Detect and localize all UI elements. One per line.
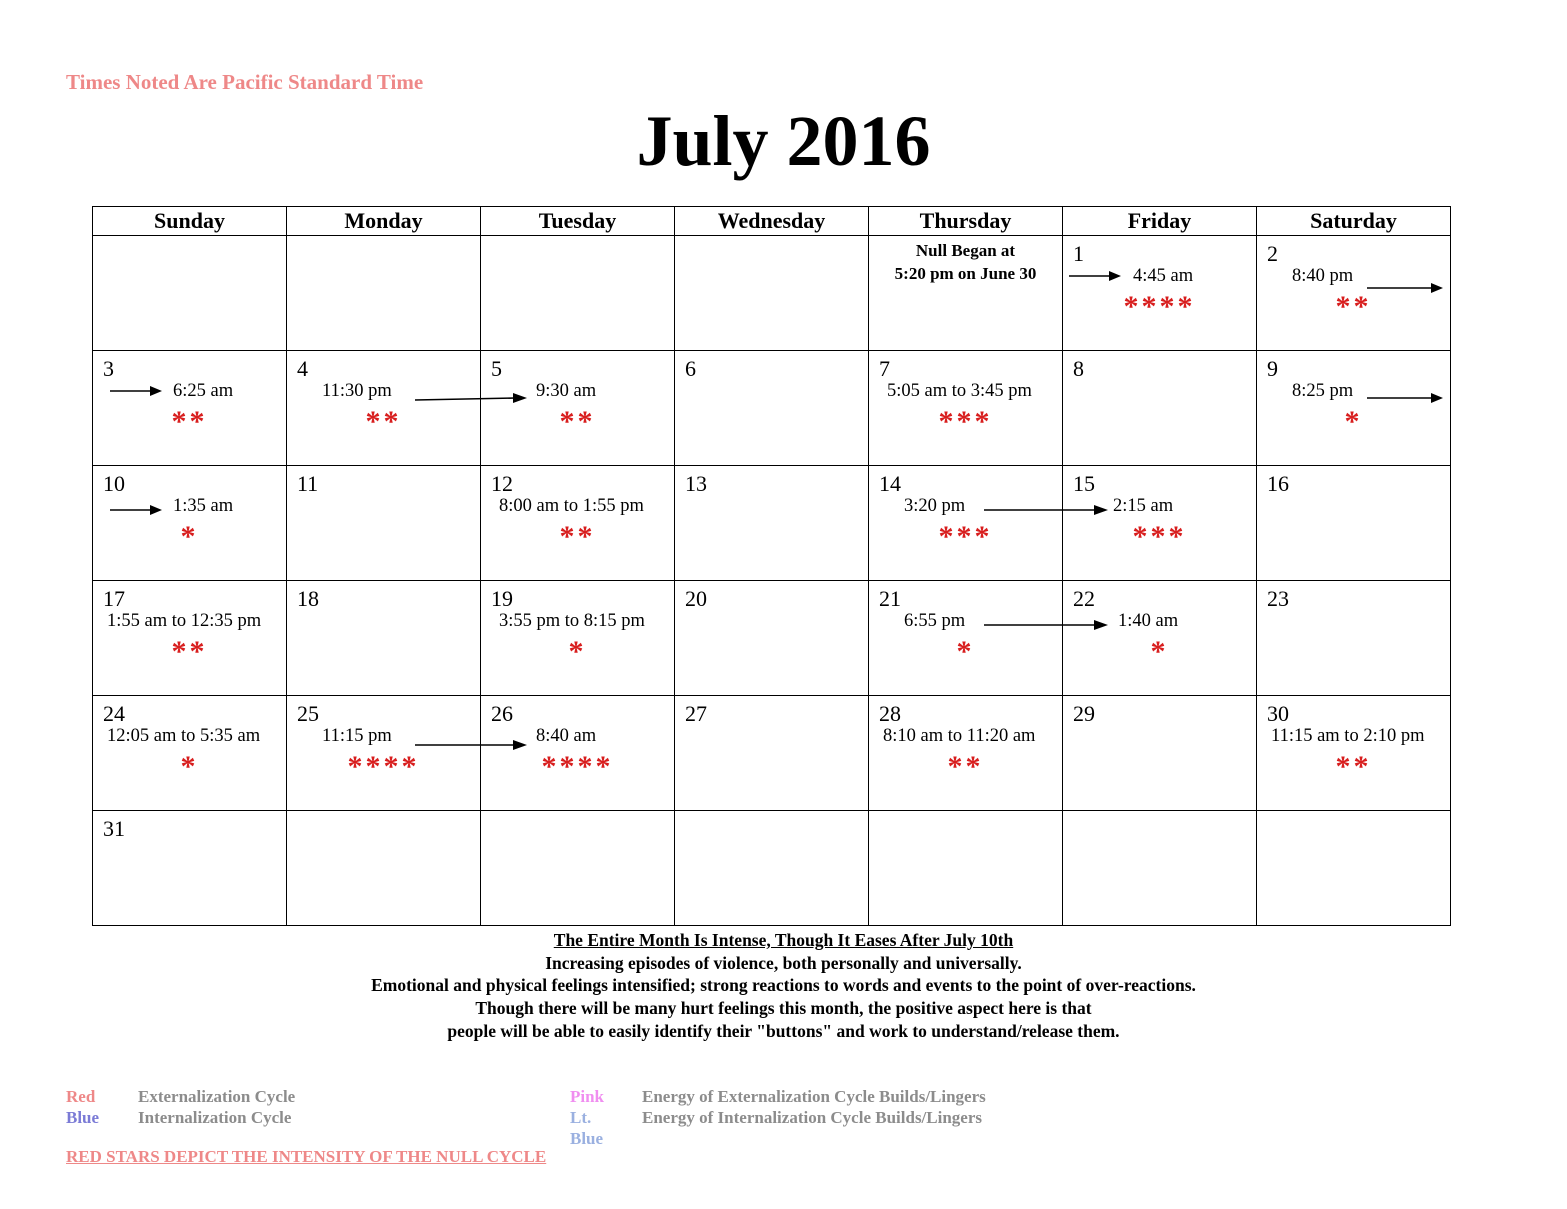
event-time: 5:05 am to 3:45 pm (887, 381, 1032, 401)
summary-line: Increasing episodes of violence, both personally and universally. (545, 952, 1022, 973)
calendar-day (481, 466, 675, 581)
calendar-day (675, 581, 869, 696)
calendar-day (869, 581, 1063, 696)
null-cycle-note: RED STARS DEPICT THE INTENSITY OF THE NULL CYCLE (66, 1147, 547, 1166)
event-time: 6:55 pm (904, 611, 966, 631)
calendar-day (481, 581, 675, 696)
event-time: 11:15 pm (322, 726, 392, 746)
event-time: 3:55 pm to 8:15 pm (499, 611, 645, 631)
intensity-stars: *** (938, 520, 993, 553)
calendar-day (287, 351, 481, 466)
legend-description: Energy of Internalization Cycle Builds/Lingers (642, 1108, 982, 1127)
calendar-day (1257, 581, 1451, 696)
day-number: 2 (1267, 241, 1278, 266)
day-number: 28 (879, 701, 901, 726)
intensity-stars: **** (347, 750, 420, 783)
event-time: 8:25 pm (1292, 381, 1354, 401)
day-number: 20 (685, 586, 707, 611)
event-time: 8:40 pm (1292, 266, 1354, 286)
day-number: 13 (685, 471, 707, 496)
weekday-header: Thursday (869, 207, 1063, 236)
page-title: July 2016 (636, 101, 931, 181)
legend-key: Red (66, 1087, 96, 1106)
calendar-day (93, 811, 287, 926)
legend-key: Lt. Blue (570, 1108, 604, 1148)
weekday-header: Monday (287, 207, 481, 236)
day-number: 27 (685, 701, 707, 726)
calendar-day (869, 466, 1063, 581)
event-time: 2:15 am (1113, 496, 1174, 516)
calendar-day (93, 351, 287, 466)
intensity-stars: ** (171, 405, 208, 438)
day-number: 9 (1267, 356, 1278, 381)
weekday-header: Saturday (1257, 207, 1451, 236)
legend-description: Energy of Externalization Cycle Builds/Lingers (642, 1087, 986, 1106)
calendar-day (675, 351, 869, 466)
week-row (93, 466, 1451, 581)
day-number: 21 (879, 586, 901, 611)
week-row (93, 351, 1451, 466)
event-time: 8:10 am to 11:20 am (883, 726, 1036, 746)
event-time: 3:20 pm (904, 496, 966, 516)
intensity-stars: * (956, 635, 975, 668)
calendar-day-empty (675, 811, 869, 926)
summary-heading: The Entire Month Is Intense, Though It Eases After July 10th (553, 930, 1014, 950)
day-number: 23 (1267, 586, 1289, 611)
calendar-day (287, 466, 481, 581)
day-number: 25 (297, 701, 319, 726)
intensity-stars: * (180, 750, 199, 783)
day-number: 31 (103, 816, 125, 841)
week-row (93, 236, 1451, 351)
legend-key: Pink (570, 1087, 605, 1106)
intensity-stars: * (1344, 405, 1363, 438)
calendar-day (1063, 696, 1257, 811)
calendar-day (1257, 696, 1451, 811)
intensity-stars: ** (559, 405, 596, 438)
calendar-day (93, 696, 287, 811)
day-number: 5 (491, 356, 502, 381)
intensity-stars: *** (1132, 520, 1187, 553)
intensity-stars: ** (171, 635, 208, 668)
intensity-stars: **** (1123, 290, 1196, 323)
day-number: 30 (1267, 701, 1289, 726)
legend-key: Blue (66, 1108, 100, 1127)
summary-line: people will be able to easily identify their "buttons" and work to understand/release them. (447, 1020, 1120, 1041)
event-time: 1:55 am to 12:35 pm (107, 611, 262, 631)
calendar-day-empty (869, 811, 1063, 926)
calendar-day (93, 581, 287, 696)
event-time: 12:05 am to 5:35 am (107, 726, 261, 746)
day-number: 6 (685, 356, 696, 381)
intensity-stars: * (180, 520, 199, 553)
day-number: 11 (297, 471, 319, 496)
legend-description: Externalization Cycle (138, 1087, 296, 1106)
calendar-day (869, 236, 1063, 351)
intensity-stars: ** (365, 405, 402, 438)
day-number: 17 (103, 586, 125, 611)
calendar-day (869, 696, 1063, 811)
intensity-stars: **** (541, 750, 614, 783)
day-number: 14 (879, 471, 901, 496)
intensity-stars: * (1150, 635, 1169, 668)
day-number: 4 (297, 356, 308, 381)
day-number: 29 (1073, 701, 1095, 726)
calendar-day-empty (1257, 811, 1451, 926)
day-number: 26 (491, 701, 513, 726)
week-row (93, 581, 1451, 696)
day-number: 22 (1073, 586, 1095, 611)
event-time: 8:00 am to 1:55 pm (499, 496, 644, 516)
event-time: 11:30 pm (322, 381, 392, 401)
week-row (93, 811, 1451, 926)
event-time: 1:40 am (1118, 611, 1179, 631)
calendar-day (1257, 466, 1451, 581)
calendar-day (287, 696, 481, 811)
calendar-day (1063, 581, 1257, 696)
calendar-day (1063, 351, 1257, 466)
calendar-day-empty (287, 236, 481, 351)
calendar-day (93, 466, 287, 581)
calendar-day-empty (675, 236, 869, 351)
event-time: 8:40 am (536, 726, 597, 746)
calendar-day (1063, 236, 1257, 351)
day-number: 16 (1267, 471, 1289, 496)
calendar-day (287, 581, 481, 696)
summary-line: Though there will be many hurt feelings this month, the positive aspect here is that (475, 998, 1092, 1019)
calendar-day (675, 696, 869, 811)
intensity-stars: * (568, 635, 587, 668)
day-number: 10 (103, 471, 125, 496)
calendar-day (481, 696, 675, 811)
calendar-grid (92, 206, 1451, 926)
day-number: 18 (297, 586, 319, 611)
weekday-header: Tuesday (481, 207, 675, 236)
intensity-stars: ** (947, 750, 984, 783)
weekday-header: Friday (1063, 207, 1257, 236)
day-number: 1 (1073, 241, 1084, 266)
calendar-day (1063, 466, 1257, 581)
event-time: 9:30 am (536, 381, 597, 401)
event-time: 4:45 am (1133, 266, 1194, 286)
day-number: 19 (491, 586, 513, 611)
calendar-day-empty (481, 811, 675, 926)
null-start-note: Null Began at 5:20 pm on June 30 (894, 241, 1037, 283)
day-number: 8 (1073, 356, 1084, 381)
weekday-header: Wednesday (675, 207, 869, 236)
event-time: 1:35 am (173, 496, 234, 516)
arrow-icon (110, 504, 162, 516)
summary-line: Emotional and physical feelings intensified; strong reactions to words and events to the point of over-reactions. (371, 975, 1196, 996)
arrow-icon (1367, 392, 1443, 404)
intensity-stars: ** (559, 520, 596, 553)
day-number: 12 (491, 471, 513, 496)
intensity-stars: *** (938, 405, 993, 438)
intensity-stars: ** (1335, 750, 1372, 783)
day-number: 15 (1073, 471, 1095, 496)
calendar-day-empty (481, 236, 675, 351)
arrow-icon (1069, 270, 1121, 282)
legend-description: Internalization Cycle (138, 1108, 292, 1127)
calendar-day (869, 351, 1063, 466)
calendar-day-empty (93, 236, 287, 351)
calendar-day (1257, 236, 1451, 351)
event-time: 6:25 am (173, 381, 234, 401)
timezone-note: Times Noted Are Pacific Standard Time (66, 70, 424, 94)
weekday-header: Sunday (93, 207, 287, 236)
day-number: 24 (103, 701, 125, 726)
event-time: 11:15 am to 2:10 pm (1271, 726, 1425, 746)
calendar-day (1257, 351, 1451, 466)
weekday-header-row (93, 207, 1451, 236)
arrow-icon (110, 385, 162, 397)
intensity-stars: ** (1335, 290, 1372, 323)
calendar-day (675, 466, 869, 581)
calendar-day (481, 351, 675, 466)
calendar-day-empty (287, 811, 481, 926)
week-row (93, 696, 1451, 811)
calendar-day-empty (1063, 811, 1257, 926)
month-summary (0, 929, 1567, 1043)
day-number: 7 (879, 356, 890, 381)
day-number: 3 (103, 356, 114, 381)
